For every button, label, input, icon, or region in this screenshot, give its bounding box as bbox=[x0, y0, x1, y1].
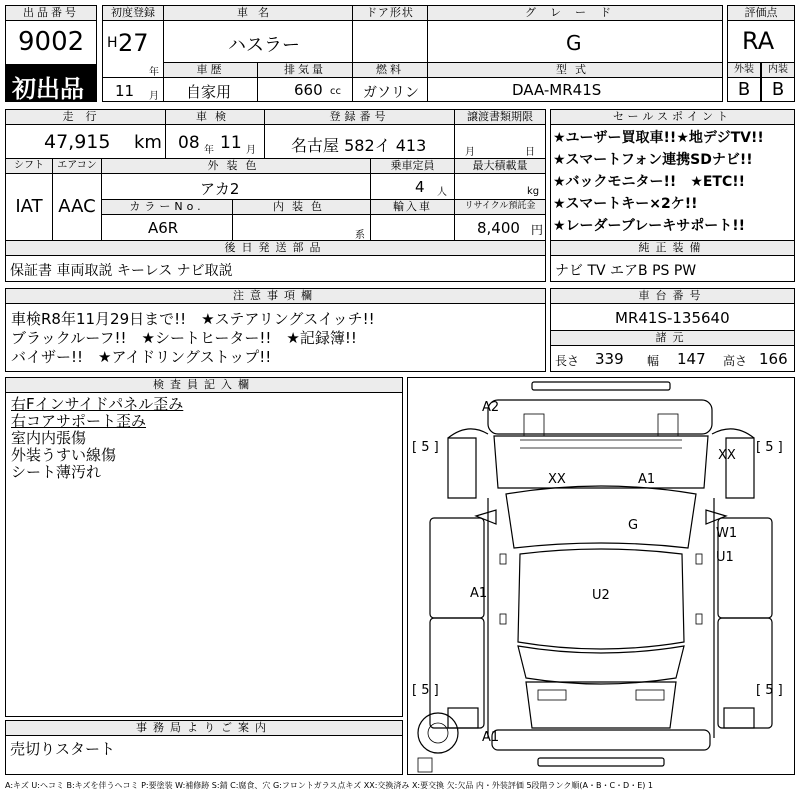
grade-cell bbox=[427, 20, 723, 63]
equipment: ナビ TV エアB PS PW bbox=[555, 263, 697, 279]
lot-number-label: 出品番号 bbox=[5, 5, 97, 21]
car-name-cell bbox=[163, 20, 353, 63]
damage-rear-bumper: A1 bbox=[482, 730, 500, 745]
damage-front-bumper: A2 bbox=[482, 400, 500, 415]
recycle-label: リサイクル預託金 bbox=[454, 199, 546, 215]
office-label: 事務局よりご案内 bbox=[5, 720, 403, 736]
door-label: ドア形状 bbox=[352, 5, 428, 21]
dims-cell bbox=[550, 345, 795, 372]
rating-cell bbox=[727, 20, 795, 63]
damage-legend: A:キズ U:ヘコミ B:キズを伴うヘコミ P:要塗装 W:補修跡 S:錆 C:腐食、穴 G:フロントガラス点キズ XX:交換済み X:要交換 欠:欠品 内・外装評価 5段階ランク順(A・B・C・D・E) 1 bbox=[5, 781, 654, 790]
sales-points-label: セールスポイント bbox=[550, 109, 795, 125]
int-grade-label: 内装 bbox=[761, 62, 795, 78]
inspector-line-1: 右Fインサイドパネル歪み bbox=[11, 395, 184, 413]
fuel-label: 燃料 bbox=[352, 62, 428, 78]
height: 166 bbox=[759, 350, 788, 368]
inspector-line-5: シート薄汚れ bbox=[11, 463, 102, 481]
color-no: A6R bbox=[148, 219, 179, 237]
displacement-cell bbox=[257, 77, 353, 102]
int-color-suffix: 系 bbox=[355, 230, 365, 241]
lot-number: 9002 bbox=[18, 27, 85, 57]
model-label: 型式 bbox=[427, 62, 723, 78]
width: 147 bbox=[677, 350, 706, 368]
damage-right-door-w1: W1 bbox=[716, 526, 738, 541]
sales-point-4: ★スマートキー×2ケ!! bbox=[553, 196, 698, 212]
model: DAA-MR41S bbox=[512, 81, 602, 99]
car-name: ハスラー bbox=[228, 35, 300, 56]
int-grade: B bbox=[761, 77, 795, 102]
damage-right-fender: XX bbox=[718, 448, 736, 463]
history-cell bbox=[163, 77, 258, 102]
damage-hood-right: A1 bbox=[638, 472, 656, 487]
inspector-line-2: 右コアサポート歪み bbox=[11, 412, 147, 430]
damage-hood-left: XX bbox=[548, 472, 566, 487]
load-label: 最大積載量 bbox=[454, 158, 546, 174]
insp-month: 11 bbox=[220, 133, 242, 153]
sales-point-2: ★スマートフォン連携SDナビ!! bbox=[553, 152, 753, 168]
shift-label: シフト bbox=[5, 158, 53, 174]
damage-right-door-u1: U1 bbox=[716, 550, 734, 565]
inspector-line-4: 外装うすい線傷 bbox=[11, 446, 117, 464]
transfer-label: 譲渡書類期限 bbox=[454, 109, 546, 125]
sales-point-5: ★レーダーブレーキサポート!! bbox=[553, 218, 746, 234]
shift: IAT bbox=[5, 173, 53, 241]
era: H bbox=[107, 35, 118, 51]
mileage-unit: km bbox=[134, 132, 162, 153]
notes-box bbox=[5, 303, 546, 372]
width-label: 幅 bbox=[647, 354, 660, 368]
int-color-cell bbox=[232, 214, 371, 241]
inspector-line-3: 室内内張傷 bbox=[11, 429, 87, 447]
recycle-cell bbox=[454, 214, 546, 241]
load-cell bbox=[454, 173, 546, 200]
damage-left-rear-door: A1 bbox=[470, 586, 488, 601]
mileage-label: 走行 bbox=[5, 109, 166, 125]
ext-color-cell bbox=[101, 173, 371, 200]
ext-grade-label: 外装 bbox=[727, 62, 761, 78]
door-cell bbox=[352, 20, 428, 63]
inspector-label: 検査員記入欄 bbox=[5, 377, 403, 393]
chassis-label: 車台番号 bbox=[550, 288, 795, 304]
tire-front-left: [ 5 ] bbox=[412, 440, 439, 455]
fuel-cell bbox=[352, 77, 428, 102]
damage-roof-rear: U2 bbox=[592, 588, 610, 603]
transfer-cell bbox=[454, 124, 546, 159]
tire-front-right: [ 5 ] bbox=[756, 440, 783, 455]
inspection-label: 車検 bbox=[165, 109, 265, 125]
history: 自家用 bbox=[186, 83, 232, 101]
color-no-cell bbox=[101, 214, 233, 241]
ac: AAC bbox=[52, 173, 102, 241]
reg-year: 27 bbox=[118, 29, 149, 57]
first-reg-label: 初度登録 bbox=[102, 5, 164, 21]
tire-rear-left: [ 5 ] bbox=[412, 683, 439, 698]
insp-year-unit: 年 bbox=[204, 145, 214, 156]
sales-point-1: ★ユーザー買取車!!★地デジTV!! bbox=[553, 130, 764, 146]
displacement: 660 bbox=[294, 81, 323, 99]
reg-number-label: 登録番号 bbox=[264, 109, 455, 125]
car-outline bbox=[408, 378, 794, 774]
notes-line-2: ブラックルーフ!! ★シートヒーター!! ★記録簿!! bbox=[11, 329, 357, 347]
capacity-unit: 人 bbox=[437, 187, 447, 198]
rating-label: 評価点 bbox=[727, 5, 795, 21]
later-parts-cell bbox=[5, 255, 546, 282]
damage-roof-front: G bbox=[628, 518, 639, 533]
mileage-cell bbox=[5, 124, 166, 159]
reg-month-cell bbox=[102, 77, 164, 102]
ac-label: エアコン bbox=[52, 158, 102, 174]
sales-point-3: ★バックモニター!! ★ETC!! bbox=[553, 174, 746, 190]
history-label: 車歴 bbox=[163, 62, 258, 78]
insp-month-unit: 月 bbox=[246, 145, 256, 156]
int-color-label: 内装色 bbox=[232, 199, 371, 215]
lot-number-cell bbox=[5, 20, 97, 65]
reg-month-unit: 月 bbox=[149, 91, 159, 102]
recycle: 8,400 bbox=[477, 219, 520, 237]
recycle-unit: 円 bbox=[531, 223, 544, 237]
import-label: 輸入車 bbox=[370, 199, 455, 215]
dims-label: 諸元 bbox=[550, 330, 795, 346]
first-listing-badge bbox=[5, 64, 97, 102]
transfer-month: 月 bbox=[465, 147, 475, 158]
ext-grade: B bbox=[727, 77, 761, 102]
displacement-unit: cc bbox=[330, 86, 341, 97]
equipment-cell bbox=[550, 255, 795, 282]
capacity: 4 bbox=[415, 178, 425, 196]
model-cell bbox=[427, 77, 723, 102]
rating: RA bbox=[742, 27, 775, 55]
capacity-label: 乗車定員 bbox=[370, 158, 455, 174]
vehicle-diagram bbox=[407, 377, 795, 775]
later-parts: 保証書 車両取説 キーレス ナビ取説 bbox=[10, 263, 233, 279]
first-listing-text: 初出品 bbox=[12, 75, 84, 102]
grade: G bbox=[566, 31, 582, 55]
first-reg-cell bbox=[102, 20, 164, 78]
car-name-label: 車名 bbox=[163, 5, 353, 21]
later-parts-label: 後日発送部品 bbox=[5, 240, 546, 256]
office-note: 売切りスタート bbox=[10, 740, 116, 758]
ext-color: アカ2 bbox=[200, 180, 240, 198]
chassis-number: MR41S-135640 bbox=[615, 309, 730, 327]
reg-number: 名古屋 582イ 413 bbox=[291, 136, 427, 155]
sales-points-box bbox=[550, 124, 795, 241]
chassis-cell bbox=[550, 303, 795, 331]
equipment-label: 純正装備 bbox=[550, 240, 795, 256]
length: 339 bbox=[595, 350, 624, 368]
color-no-label: カラーNo. bbox=[101, 199, 233, 215]
ext-color-label: 外装色 bbox=[101, 158, 371, 174]
reg-year-unit: 年 bbox=[149, 67, 159, 78]
insp-year: 08 bbox=[178, 133, 200, 153]
capacity-cell bbox=[370, 173, 455, 200]
load-unit: kg bbox=[527, 186, 540, 197]
notes-label: 注意事項欄 bbox=[5, 288, 546, 304]
inspection-cell bbox=[165, 124, 265, 159]
reg-number-cell bbox=[264, 124, 455, 159]
height-label: 高さ bbox=[723, 354, 748, 368]
inspector-box bbox=[5, 392, 403, 717]
mileage: 47,915 bbox=[44, 131, 111, 153]
import-cell bbox=[370, 214, 455, 241]
transfer-day: 日 bbox=[525, 147, 535, 158]
notes-line-1: 車検R8年11月29日まで!! ★ステアリングスイッチ!! bbox=[11, 310, 375, 328]
grade-label: グレード bbox=[427, 5, 723, 21]
displacement-label: 排気量 bbox=[257, 62, 353, 78]
length-label: 長さ bbox=[555, 354, 580, 368]
fuel: ガソリン bbox=[363, 85, 419, 101]
tire-rear-right: [ 5 ] bbox=[756, 683, 783, 698]
reg-month: 11 bbox=[115, 82, 135, 100]
notes-line-3: バイザー!! ★アイドリングストップ!! bbox=[11, 348, 272, 366]
office-cell bbox=[5, 735, 403, 775]
